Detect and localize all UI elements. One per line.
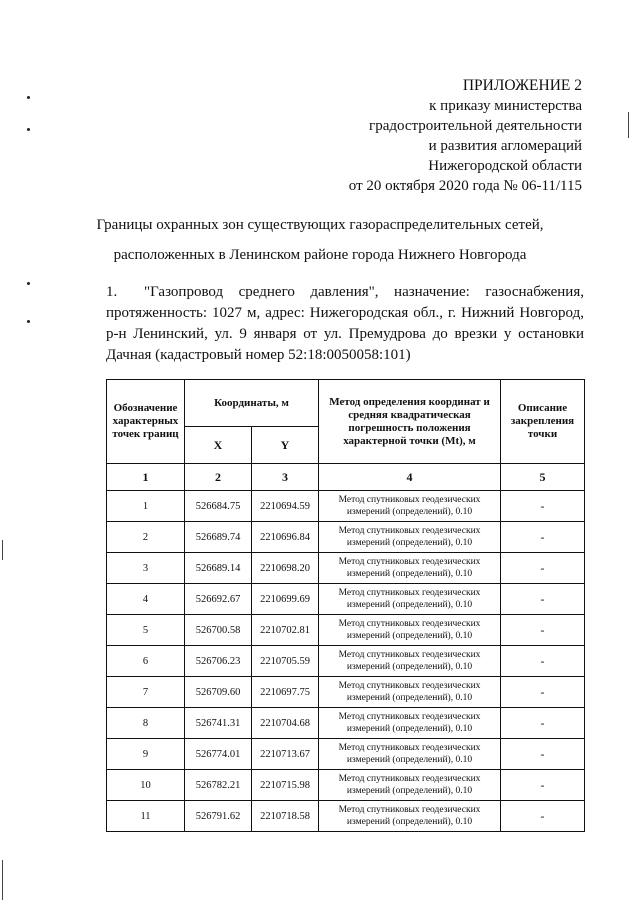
table-row	[107, 615, 585, 646]
coord-y: 2210698.20	[252, 553, 319, 584]
coord-y: 2210699.69	[252, 584, 319, 615]
table-row	[107, 491, 585, 522]
coord-x: 526791.62	[185, 801, 252, 832]
description-cell: -	[501, 739, 585, 770]
coord-y: 2210715.98	[252, 770, 319, 801]
point-number: 9	[107, 739, 185, 770]
coord-x: 526706.23	[185, 646, 252, 677]
coord-x: 526684.75	[185, 491, 252, 522]
coord-x: 526774.01	[185, 739, 252, 770]
header-coordinates: Координаты, м	[185, 380, 319, 427]
description-cell: -	[501, 584, 585, 615]
scan-dot	[27, 320, 30, 323]
coord-x: 526709.60	[185, 677, 252, 708]
method-cell: Метод спутниковых геодезических измерений (определений), 0.10	[319, 677, 501, 708]
item-paragraph	[106, 282, 584, 366]
description-cell: -	[501, 708, 585, 739]
header-method: Метод определения координат и средняя квадратическая погрешность положения характерной точки (Mt), м	[319, 380, 501, 464]
appendix-line: и развития агломераций	[428, 138, 582, 154]
coordinates-table	[106, 379, 585, 832]
coord-x: 526741.31	[185, 708, 252, 739]
column-number: 4	[319, 464, 501, 491]
point-number: 7	[107, 677, 185, 708]
coord-y: 2210705.59	[252, 646, 319, 677]
header-y: Y	[252, 427, 319, 464]
description-cell: -	[501, 646, 585, 677]
point-number: 10	[107, 770, 185, 801]
coord-y: 2210704.68	[252, 708, 319, 739]
coord-x: 526692.67	[185, 584, 252, 615]
coord-x: 526782.21	[185, 770, 252, 801]
method-cell: Метод спутниковых геодезических измерений (определений), 0.10	[319, 646, 501, 677]
method-cell: Метод спутниковых геодезических измерений (определений), 0.10	[319, 522, 501, 553]
method-cell: Метод спутниковых геодезических измерений (определений), 0.10	[319, 615, 501, 646]
column-number: 1	[107, 464, 185, 491]
method-cell: Метод спутниковых геодезических измерений (определений), 0.10	[319, 801, 501, 832]
table-row	[107, 739, 585, 770]
coord-x: 526689.14	[185, 553, 252, 584]
appendix-line: Нижегородской области	[428, 158, 582, 174]
point-number: 4	[107, 584, 185, 615]
description-cell: -	[501, 770, 585, 801]
point-number: 6	[107, 646, 185, 677]
appendix-header	[282, 76, 582, 196]
title-line-1: Границы охранных зон существующих газораспределительных сетей,	[96, 217, 544, 233]
appendix-date-line: от 20 октября 2020 года № 06-11/115	[348, 178, 582, 194]
method-cell: Метод спутниковых геодезических измерений (определений), 0.10	[319, 553, 501, 584]
description-cell: -	[501, 553, 585, 584]
coord-y: 2210694.59	[252, 491, 319, 522]
header-description: Описание закрепления точки	[501, 380, 585, 464]
method-cell: Метод спутниковых геодезических измерений (определений), 0.10	[319, 708, 501, 739]
item-number: 1.	[106, 284, 118, 300]
appendix-line: градостроительной деятельности	[369, 118, 582, 134]
title-line-2: расположенных в Ленинском районе города Нижнего Новгорода	[113, 247, 527, 263]
table-row	[107, 646, 585, 677]
point-number: 3	[107, 553, 185, 584]
coord-y: 2210697.75	[252, 677, 319, 708]
scan-line	[628, 112, 629, 138]
point-number: 5	[107, 615, 185, 646]
point-number: 11	[107, 801, 185, 832]
scan-dot	[27, 96, 30, 99]
table-row	[107, 677, 585, 708]
column-number: 3	[252, 464, 319, 491]
item-text: "Газопровод среднего давления", назначение: газоснабжения, протяженность: 1027 м, адрес: Нижегородская обл., г. Нижний Новгород, р-н Ленинский, ул. 9 января от ул. Премудрова до врезки у остановки Дачная (кадастровый номер 52:18:0050058:101)	[106, 284, 584, 363]
document-title	[60, 210, 580, 270]
scan-line	[2, 540, 3, 560]
scan-dot	[27, 128, 30, 131]
coord-x: 526700.58	[185, 615, 252, 646]
coord-y: 2210713.67	[252, 739, 319, 770]
coord-x: 526689.74	[185, 522, 252, 553]
description-cell: -	[501, 677, 585, 708]
coord-y: 2210702.81	[252, 615, 319, 646]
header-points: Обозначение характерных точек границ	[107, 380, 185, 464]
table-row	[107, 708, 585, 739]
method-cell: Метод спутниковых геодезических измерений (определений), 0.10	[319, 770, 501, 801]
appendix-title: ПРИЛОЖЕНИЕ 2	[462, 77, 582, 94]
column-number: 5	[501, 464, 585, 491]
coord-y: 2210696.84	[252, 522, 319, 553]
description-cell: -	[501, 801, 585, 832]
table-row	[107, 801, 585, 832]
header-x: X	[185, 427, 252, 464]
point-number: 1	[107, 491, 185, 522]
method-cell: Метод спутниковых геодезических измерений (определений), 0.10	[319, 739, 501, 770]
table-row	[107, 584, 585, 615]
table-row	[107, 522, 585, 553]
scan-dot	[27, 282, 30, 285]
scan-line	[2, 860, 3, 900]
appendix-line: к приказу министерства	[429, 98, 582, 114]
point-number: 8	[107, 708, 185, 739]
table-row	[107, 770, 585, 801]
description-cell: -	[501, 491, 585, 522]
method-cell: Метод спутниковых геодезических измерений (определений), 0.10	[319, 491, 501, 522]
table-row	[107, 553, 585, 584]
coord-y: 2210718.58	[252, 801, 319, 832]
column-number: 2	[185, 464, 252, 491]
description-cell: -	[501, 615, 585, 646]
method-cell: Метод спутниковых геодезических измерений (определений), 0.10	[319, 584, 501, 615]
description-cell: -	[501, 522, 585, 553]
point-number: 2	[107, 522, 185, 553]
